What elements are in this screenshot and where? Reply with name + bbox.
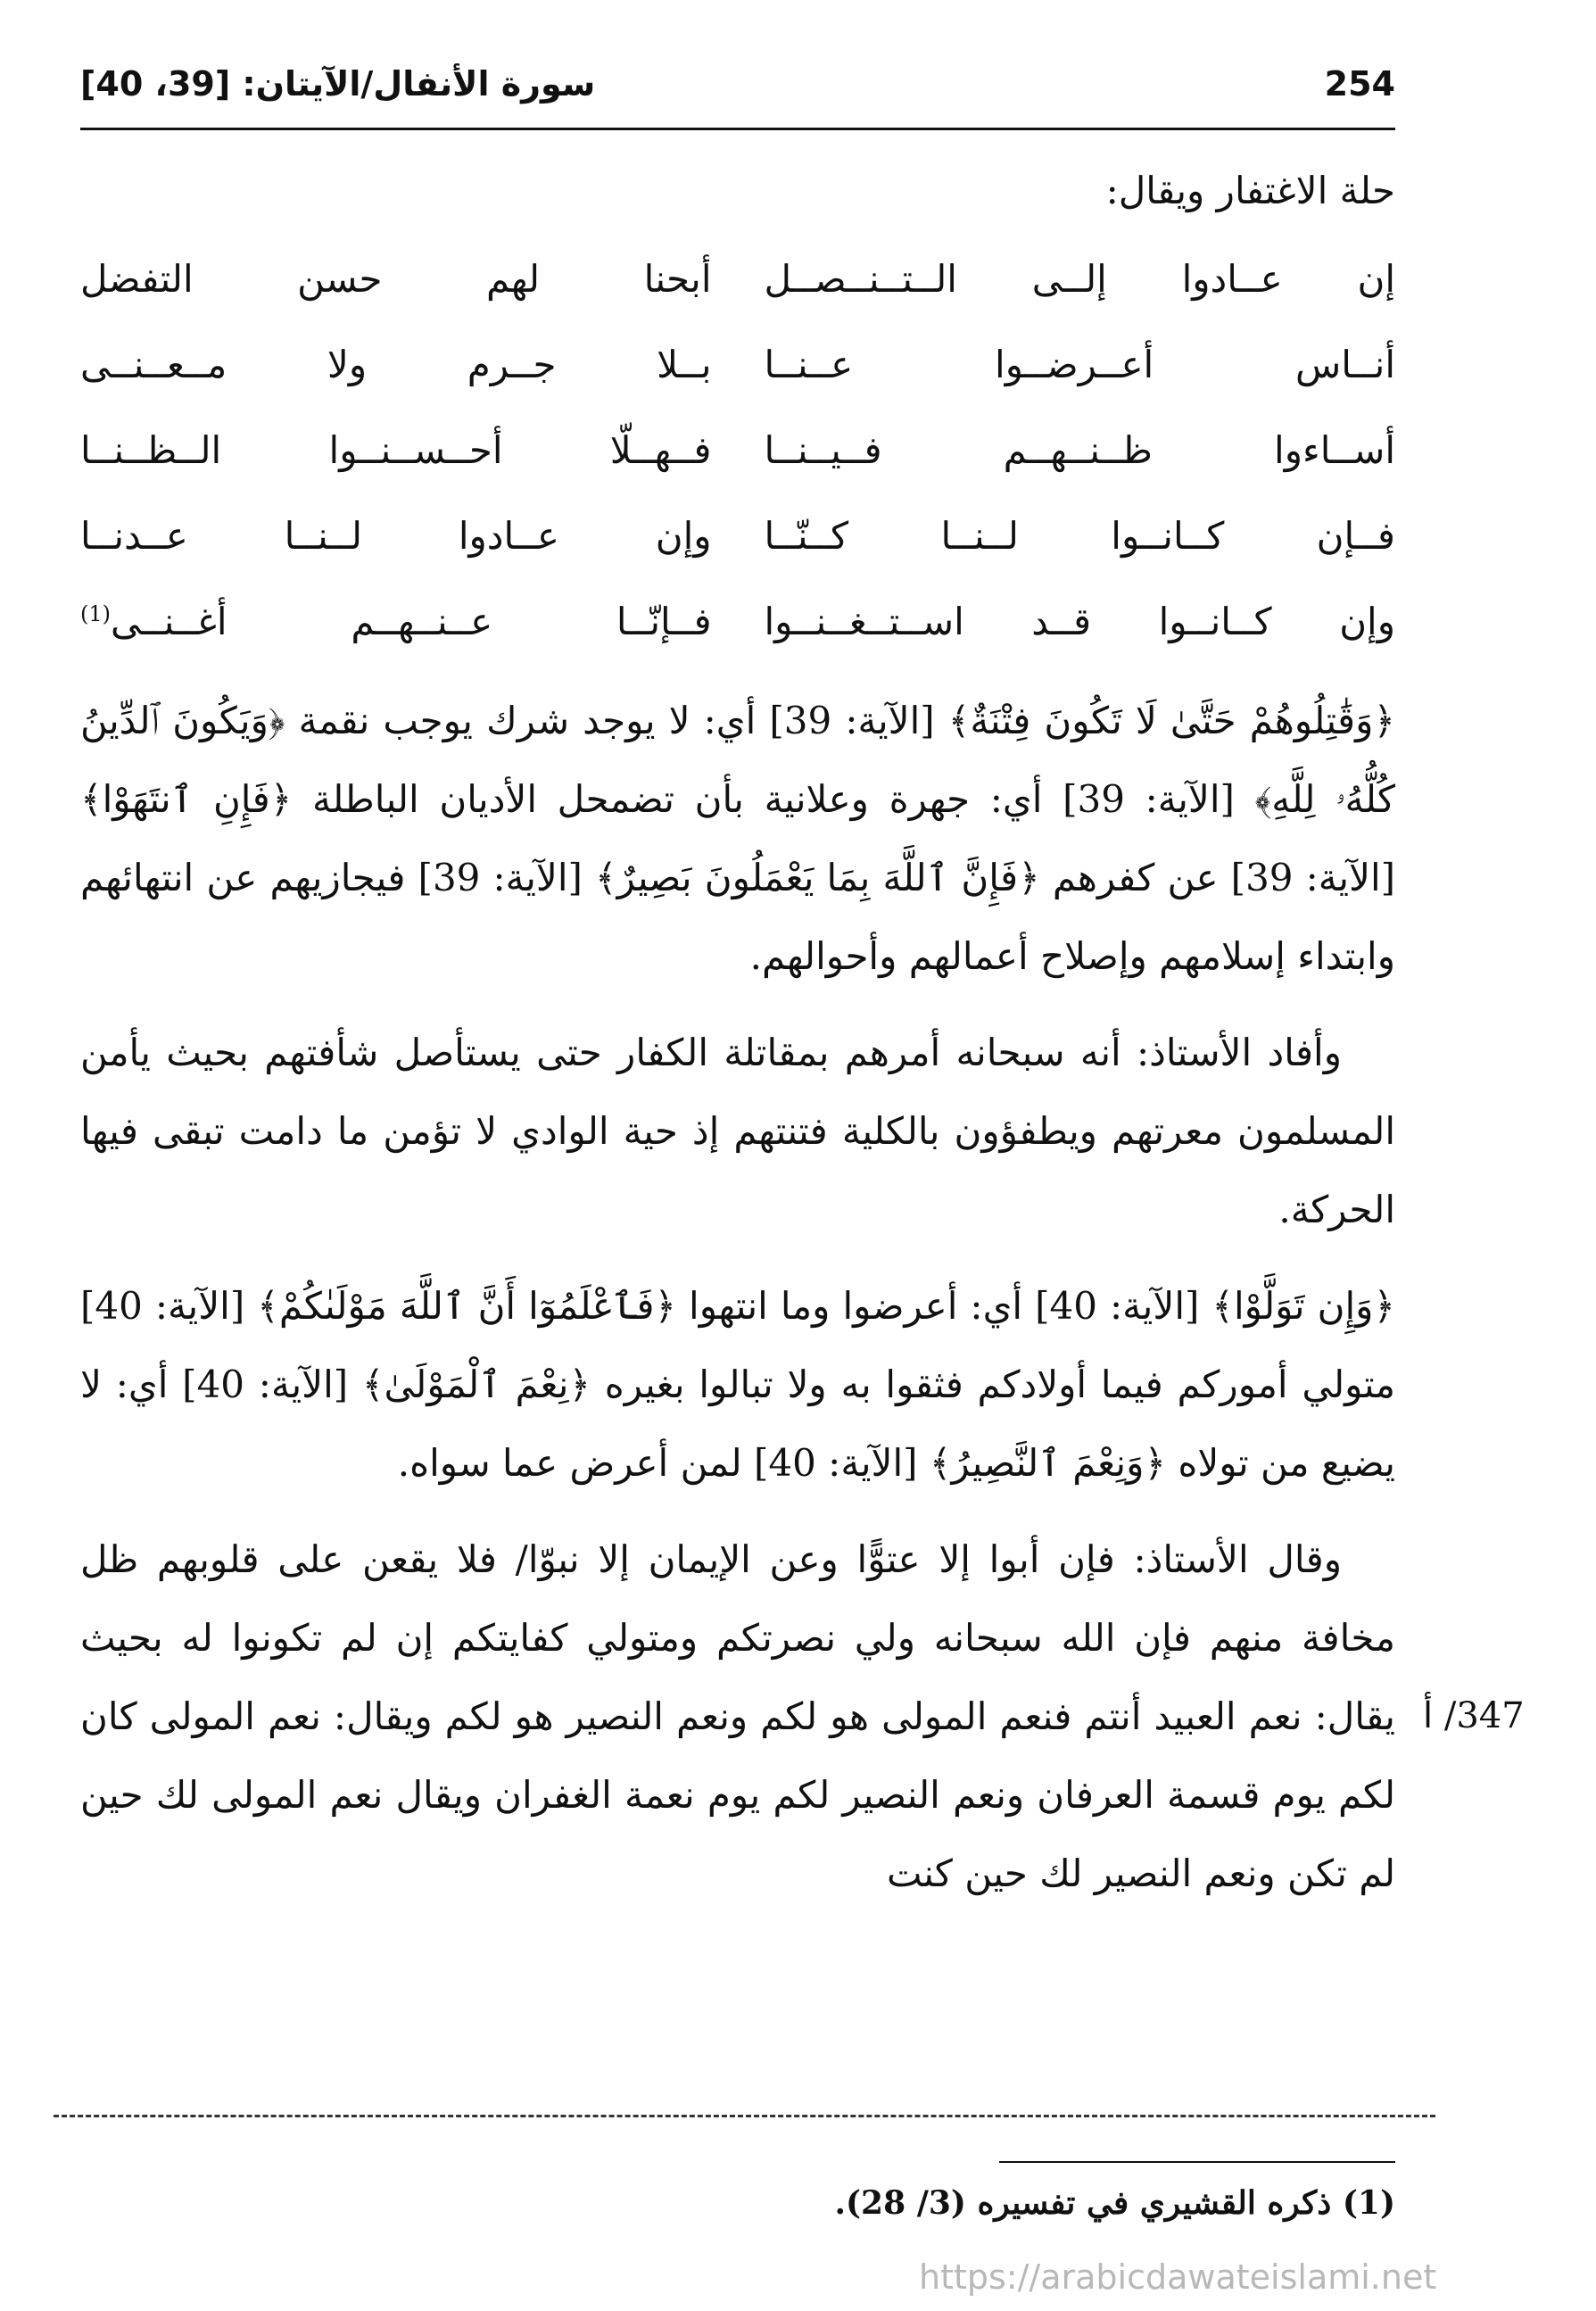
poem-hemistich-second: فــهــلّا أحــســنــوا الــظــنــا bbox=[80, 427, 712, 472]
footnote-rule bbox=[999, 2161, 1395, 2163]
page-number: 254 bbox=[1324, 64, 1395, 104]
dashed-separator bbox=[54, 2115, 1435, 2117]
poem-hemistich-second: وإن عــادوا لــنــا عــدنــا bbox=[80, 513, 712, 558]
poem-hemistich-first: وإن كــانــوا قــد اســتــغــنــوا bbox=[764, 599, 1395, 643]
footnote-marker: (1) bbox=[80, 601, 112, 626]
header-title: سورة الأنفال/الآيتان: [39، 40] bbox=[80, 64, 596, 104]
poem-hemistich-first: فــإن كــانــوا لــنــا كــنّــا bbox=[764, 513, 1395, 558]
poem-verse bbox=[80, 407, 1395, 493]
manuscript-folio-note: 347/ أ bbox=[1423, 1695, 1525, 1736]
header-rule bbox=[80, 128, 1395, 130]
watermark: https://arabicdawateislami.net bbox=[919, 2257, 1437, 2297]
poem-hemistich-text: فــإنّــا عــنــهــم أغــنــى bbox=[111, 599, 712, 643]
footnote: (1) ذكره القشيري في تفسيره (3/ 28). bbox=[834, 2184, 1395, 2222]
poem-hemistich-first: أســاءوا ظــنــهــم فــيــنــا bbox=[764, 427, 1395, 472]
running-header bbox=[80, 64, 1395, 118]
poem bbox=[80, 236, 1395, 664]
poem-verse bbox=[80, 321, 1395, 407]
poem-hemistich-second bbox=[80, 600, 712, 643]
poem-verse bbox=[80, 236, 1395, 321]
commentary-paragraph: وأفاد الأستاذ: أنه سبحانه أمرهم بمقاتلة الكفار حتى يستأصل شأفتهم بحيث يأمن المسلمون معرتهم ويطفؤون بالكلية فتنتهم إذ حية الوادي لا تؤمن ما دامت تبقى فيها الحركة. bbox=[80, 1031, 1395, 1231]
commentary-paragraph: وقال الأستاذ: فإن أبوا إلا عتوًّا وعن الإيمان إلا نبوّا/ فلا يقعن على قلوبهم ظل مخافة منهم فإن الله سبحانه ولي نصرتكم ومتولي كفايتكم إن لم تكونوا له بحيث يقال: نعم العبيد أنتم فنعم المولى هو لكم ونعم النصير هو لكم ويقال: نعم المولى كان لكم يوم قسمة العرفان ونعم النصير لكم يوم نعمة الغفران ويقال نعم المولى لك حين لم تكن ونعم النصير لك حين كنت bbox=[80, 1537, 1395, 1895]
poem-hemistich-first: أنــاس أعــرضــوا عــنــا bbox=[764, 342, 1395, 386]
poem-hemistich-first: إن عــادوا إلــى الــتــنــصــل bbox=[764, 256, 1395, 301]
commentary-paragraph: ﴿وَإِن تَوَلَّوْا﴾ [الآية: 40] أي: أعرضوا وما انتهوا ﴿فَٱعْلَمُوٓا أَنَّ ٱللَّهَ مَوْلَىٰكُمْ﴾ [الآية: 40] متولي أموركم فيما أولادكم فثقوا به ولا تبالوا بغيره ﴿نِعْمَ ٱلْمَوْلَىٰ﴾ [الآية: 40] أي: لا يضيع من تولاه ﴿وَنِعْمَ ٱلنَّصِيرُ﴾ [الآية: 40] لمن أعرض عما سواه. bbox=[80, 1284, 1396, 1485]
intro-line: حلة الاغتفار ويقال: bbox=[1105, 169, 1395, 212]
page-body bbox=[80, 152, 1395, 1913]
poem-hemistich-second: بــلا جــرم ولا مــعــنــى bbox=[80, 342, 712, 386]
commentary-paragraph: ﴿وَقَٰتِلُوهُمْ حَتَّىٰ لَا تَكُونَ فِتْنَةٌ﴾ [الآية: 39] أي: لا يوجد شرك يوجب نقمة ﴿وَيَكُونَ ٱلدِّينُ كُلُّهُۥ لِلَّهِ﴾ [الآية: 39] أي: جهرة وعلانية بأن تضمحل الأديان الباطلة ﴿فَإِنِ ٱنتَهَوْا﴾ [الآية: 39] عن كفرهم ﴿فَإِنَّ ٱللَّهَ بِمَا يَعْمَلُونَ بَصِيرٌ﴾ [الآية: 39] فيجازيهم عن انتهائهم وابتداء إسلامهم وإصلاح أعمالهم وأحوالهم. bbox=[80, 699, 1396, 978]
poem-hemistich-second: أبحنا لهم حسن التفضل bbox=[80, 256, 712, 301]
poem-verse bbox=[80, 578, 1395, 664]
poem-verse bbox=[80, 493, 1395, 578]
